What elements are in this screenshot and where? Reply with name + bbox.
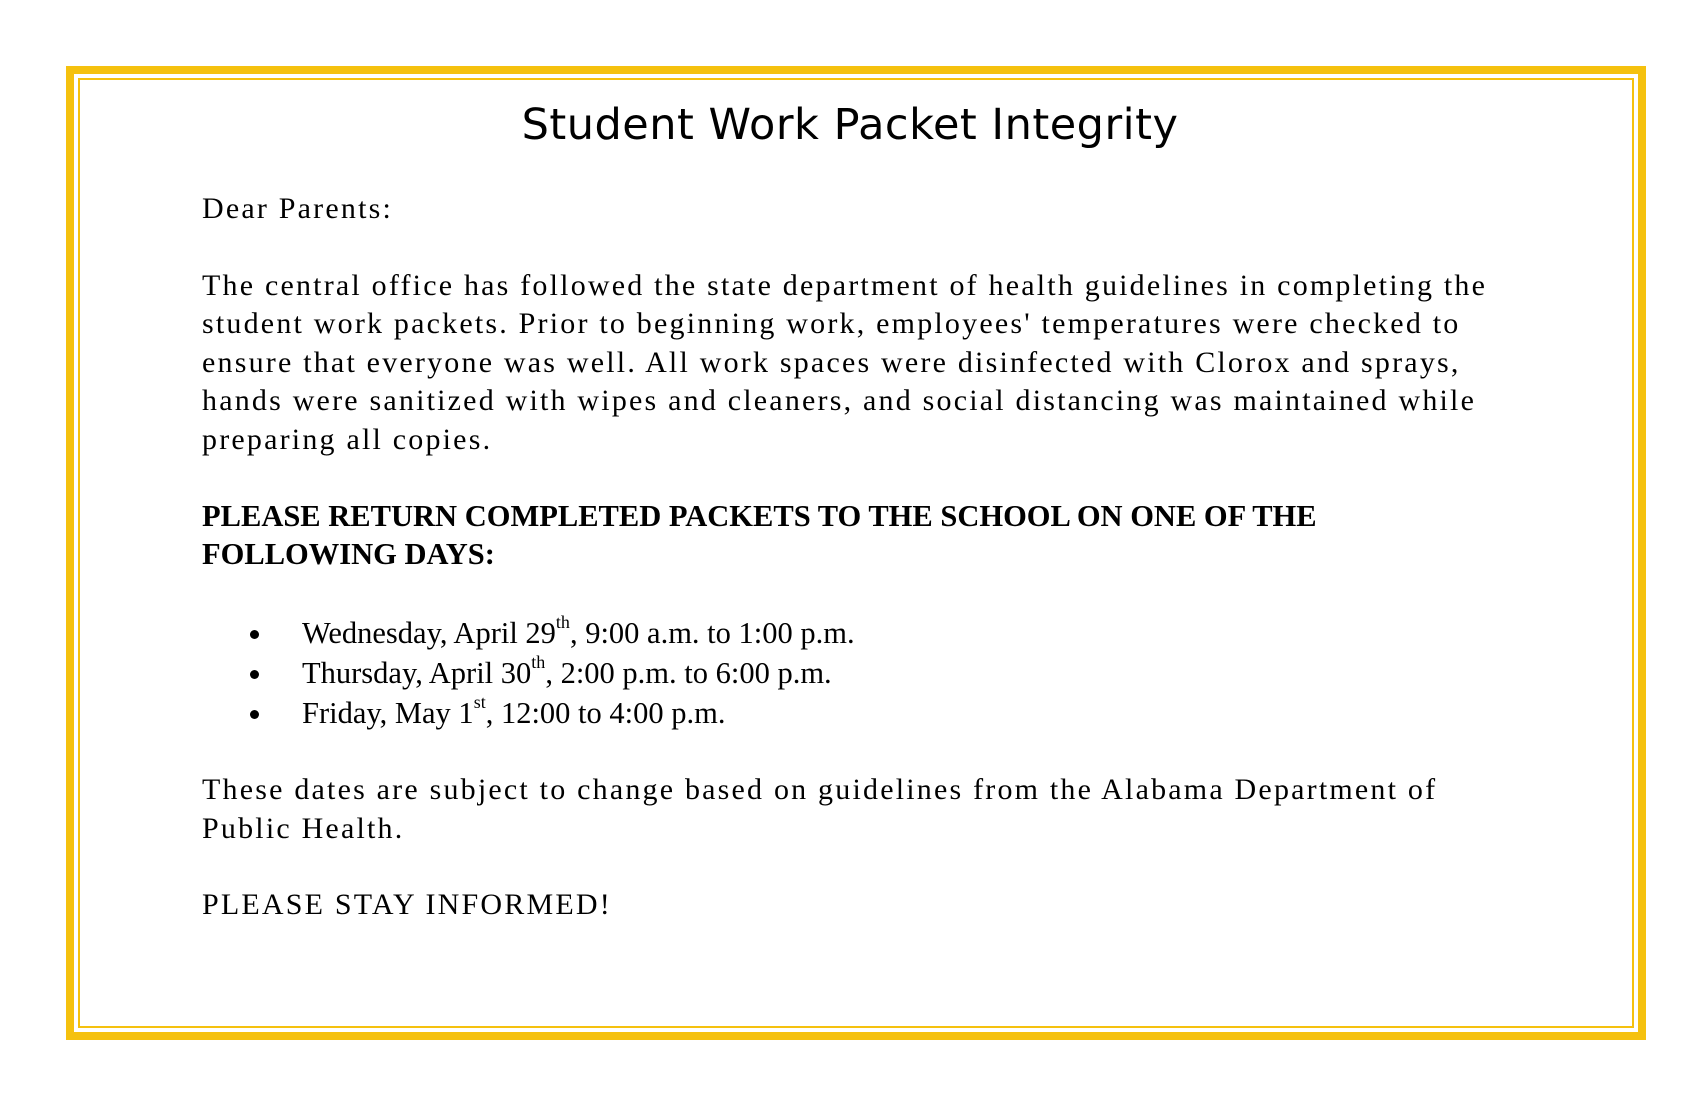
- list-item: [202, 693, 1502, 733]
- return-notice: PLEASE RETURN COMPLETED PACKETS TO THE SCHOOL ON ONE OF THE FOLLOWING DAYS:: [202, 499, 1317, 571]
- date-time: , 12:00 to 4:00 p.m.: [485, 696, 726, 730]
- date-time: , 9:00 a.m. to 1:00 p.m.: [569, 616, 855, 650]
- closing-line: PLEASE STAY INFORMED!: [202, 888, 612, 921]
- disclaimer: These dates are subject to change based on guidelines from the Alabama Department of Public Health.: [202, 773, 1438, 845]
- date-text: Thursday, April 30: [302, 656, 532, 690]
- date-time: , 2:00 p.m. to 6:00 p.m.: [545, 656, 832, 690]
- list-item: [202, 653, 1502, 693]
- date-text: Friday, May 1: [302, 696, 474, 730]
- date-suffix: st: [473, 691, 486, 712]
- bullet-icon: [250, 710, 259, 719]
- date-list: [202, 613, 1502, 733]
- bullet-icon: [250, 630, 259, 639]
- date-text: Wednesday, April 29: [302, 616, 556, 650]
- date-suffix: th: [555, 611, 570, 632]
- date-suffix: th: [531, 651, 546, 672]
- letter-body: [202, 190, 1502, 925]
- greeting: Dear Parents:: [202, 192, 394, 225]
- page-title: Student Work Packet Integrity: [521, 100, 1179, 150]
- body-paragraph: The central office has followed the state department of health guidelines in completing the student work packets. Prior to beginning work, employees' temperatures were checked to ensure that everyone was well. All work spaces were disinfected with Clorox and sprays, hands were sanitized with wipes and cleaners, and social distancing was maintained while preparing all copies.: [202, 268, 1488, 456]
- bullet-icon: [250, 670, 259, 679]
- list-item: [202, 613, 1502, 653]
